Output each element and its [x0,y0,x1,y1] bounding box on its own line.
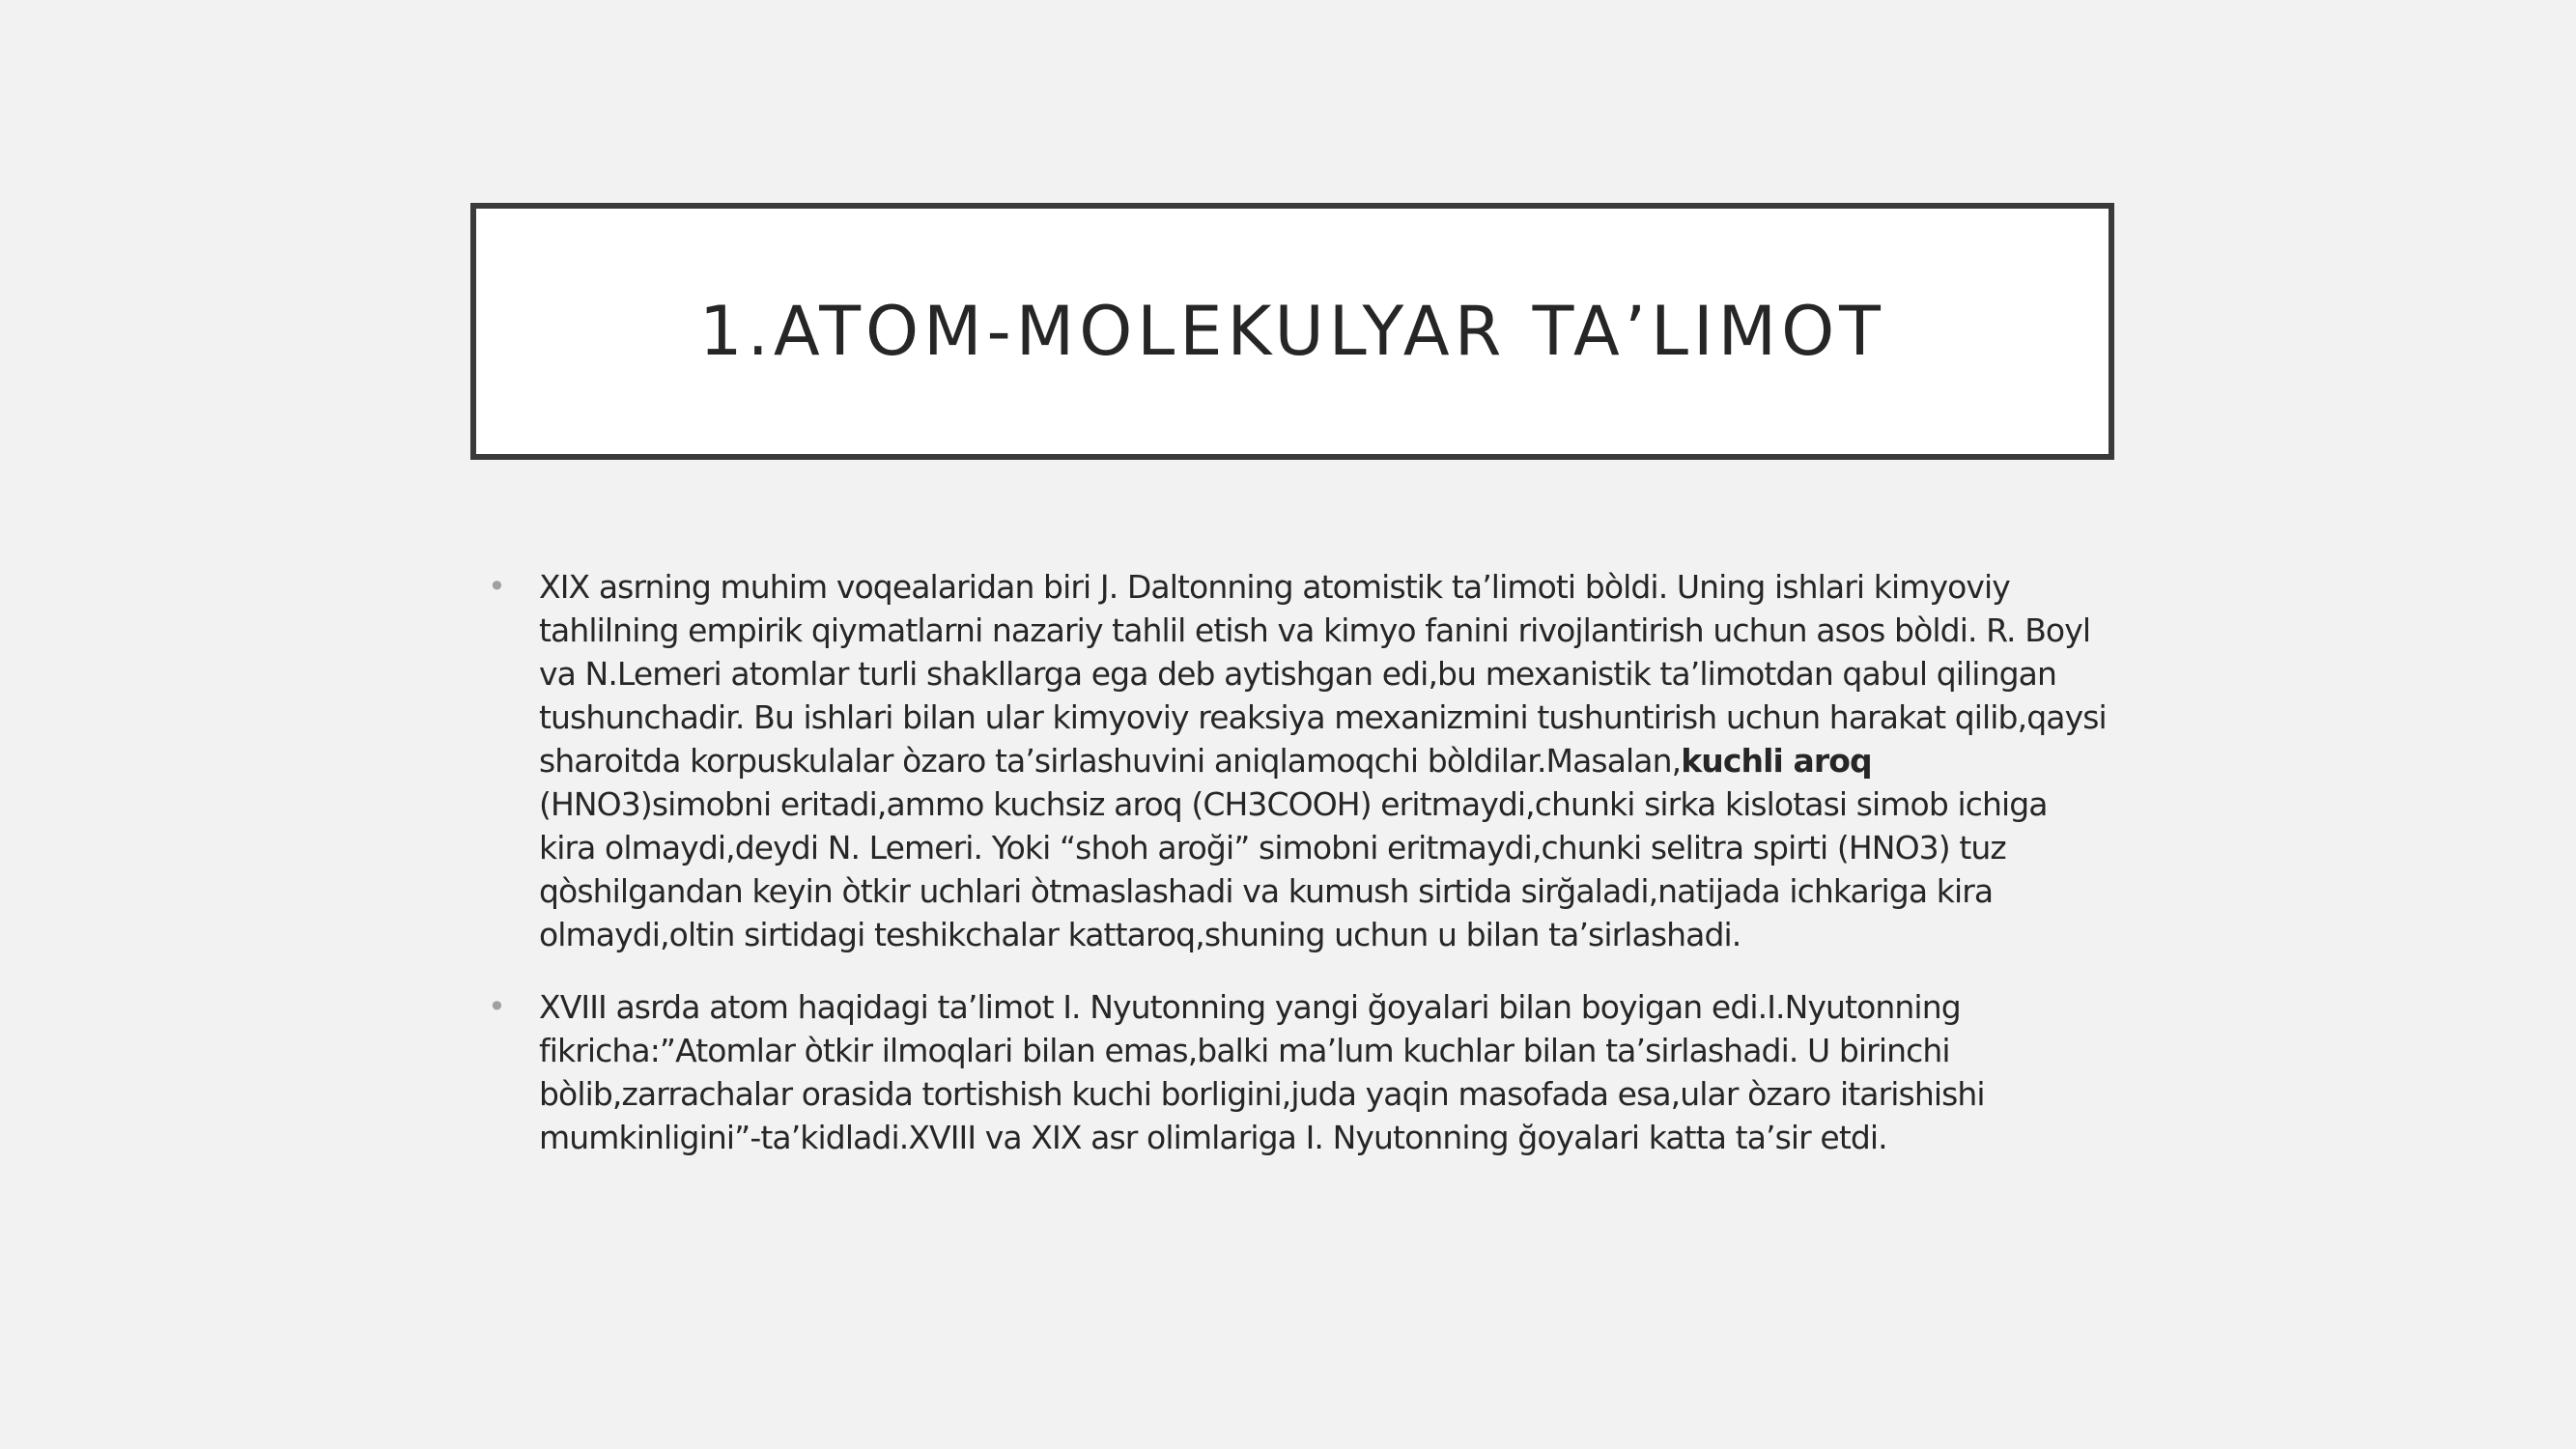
title-box [470,203,2114,460]
slide-title: 1.ATOM-MOLEKULYAR TA’LIMOT [699,292,1885,371]
bullet-item-1 [488,565,2110,956]
bullet-dot-icon: • [488,988,506,1025]
slide-content [488,565,2110,1188]
bullet-1-bold-phrase: kuchli aroq [1681,742,1872,780]
bullet-text-2 [539,985,2110,1159]
bullet-item-2 [488,985,2110,1159]
bullet-1-text-after: (HNO3)simobni eritadi,ammo kuchsiz aroq (CH3COOH) eritmaydi,chunki sirka kislotasi simob ichiga kira olmaydi,deydi N. Lemeri. Yoki “shoh aroği” simobni eritmaydi,chunki selitra spirti (HNO3) tuz qòshilgandan keyin òtkir uchlari òtmaslashadi va kumush sirtida sirğaladi,natijada ichkariga kira olmaydi,oltin sirtidagi teshikchalar kattaroq,shuning uchun u bilan ta’sirlashadi. [539,785,2048,953]
bullet-1-text-before: XIX asrning muhim voqealaridan biri J. Daltonning atomistik ta’limoti bòldi. Uning ishlari kimyoviy tahlilning empirik qiymatlarni nazariy tahlil etish va kimyo fanini rivojlantirish uchun asos bòldi. R. Boyl va N.Lemeri atomlar turli shakllarga ega deb aytishgan edi,bu mexanistik ta’limotdan qabul qilingan tushunchadir. Bu ishlari bilan ular kimyoviy reaksiya mexanizmini tushuntirish uchun harakat qilib,qaysi sharoitda korpuskulalar òzaro ta’sirlashuvini aniqlamoqchi bòldilar.Masalan, [539,568,2107,780]
bullet-2-text: XVIII asrda atom haqidagi ta’limot I. Nyutonning yangi ğoyalari bilan boyigan edi.I.Nyutonning fikricha:”Atomlar òtkir ilmoqlari bilan emas,balki ma’lum kuchlar bilan ta’sirlashadi. U birinchi bòlib,zarrachalar orasida tortishish kuchi borligini,juda yaqin masofada esa,ular òzaro itarishishi mumkinligini”-ta’kidladi.XVIII va XIX asr olimlariga I. Nyutonning ğoyalari katta ta’sir etdi. [539,988,1985,1156]
bullet-text-1 [539,565,2110,956]
bullet-dot-icon: • [488,568,506,605]
